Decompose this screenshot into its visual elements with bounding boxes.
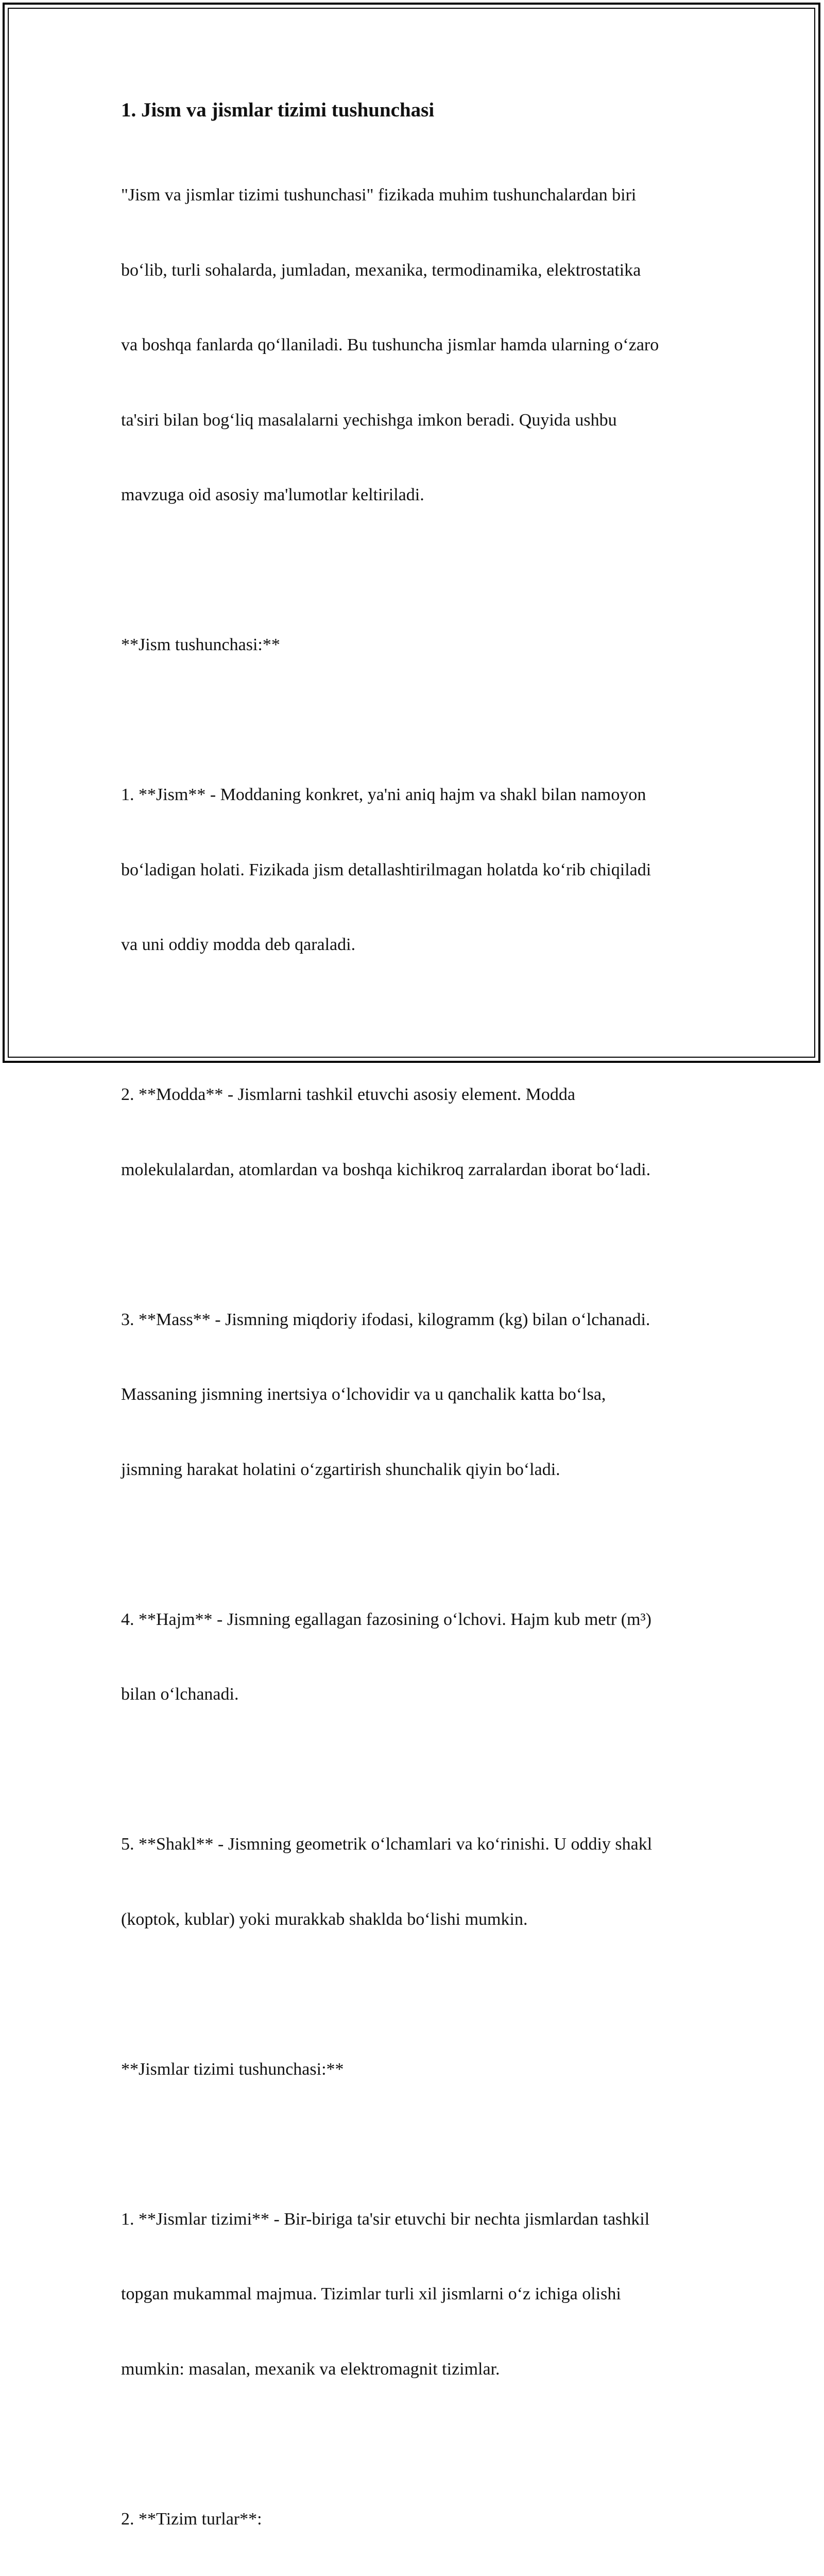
text-line: Massaning jismning inertsiya o‘lchovidir va u qanchalik katta bo‘lsa, (121, 1385, 606, 1404)
text-line: bilan o‘lchanadi. (121, 1685, 239, 1704)
blank-line (121, 708, 708, 733)
text-line: "Jism va jismlar tizimi tushunchasi" fizikada muhim tushunchalardan biri (121, 185, 637, 205)
text-line: topgan mukammal majmua. Tizimlar turli xil jismlarni o‘z ichiga olishi (121, 2284, 621, 2303)
blank-line (121, 1008, 708, 1033)
subheading-jism: **Jism tushunchasi:** (121, 635, 280, 654)
blank-line (121, 1232, 708, 1258)
document-body (121, 98, 708, 2576)
text-line: jismning harakat holatini o‘zgartirish shunchalik qiyin bo‘ladi. (121, 1460, 560, 1479)
text-line: 2. **Tizim turlar**: (121, 2509, 262, 2529)
text-line: ta'siri bilan bog‘liq masalalarni yechishga imkon beradi. Quyida ushbu (121, 410, 617, 430)
text-line: 4. **Hajm** - Jismning egallagan fazosining o‘lchovi. Hajm kub metr (m³) (121, 1609, 651, 1629)
document-text (121, 133, 708, 2576)
text-line: 1. **Jism** - Moddaning konkret, ya'ni aniq hajm va shakl bilan namoyon (121, 785, 646, 804)
text-line: 5. **Shakl** - Jismning geometrik o‘lchamlari va ko‘rinishi. U oddiy shakl (121, 1835, 653, 1854)
subheading-jismlar-tizimi: **Jismlar tizimi tushunchasi:** (121, 2059, 344, 2079)
text-line: bo‘ladigan holati. Fizikada jism detallashtirilmagan holatda ko‘rib chiqiladi (121, 860, 651, 879)
text-line: mumkin: masalan, mexanik va elektromagnit tizimlar. (121, 2359, 500, 2379)
blank-line (121, 558, 708, 583)
blank-line (121, 1532, 708, 1557)
text-line: molekulalardan, atomlardan va boshqa kichikroq zarralardan iborat bo‘ladi. (121, 1160, 651, 1179)
blank-line (121, 2132, 708, 2157)
text-line: 3. **Mass** - Jismning miqdoriy ifodasi, kilogramm (kg) bilan o‘lchanadi. (121, 1310, 650, 1329)
text-line: 2. **Modda** - Jismlarni tashkil etuvchi asosiy element. Modda (121, 1085, 575, 1104)
text-line: (koptok, kublar) yoki murakkab shaklda bo‘lishi mumkin. (121, 1909, 528, 1929)
blank-line (121, 1757, 708, 1783)
blank-line (121, 2432, 708, 2457)
text-line: va boshqa fanlarda qo‘llaniladi. Bu tushuncha jismlar hamda ularning o‘zaro (121, 335, 659, 354)
text-line: mavzuga oid asosiy ma'lumotlar keltiriladi. (121, 485, 424, 504)
text-line: bo‘lib, turli sohalarda, jumladan, mexanika, termodinamika, elektrostatika (121, 260, 641, 280)
section-heading: 1. Jism va jismlar tizimi tushunchasi (121, 99, 435, 121)
blank-line (121, 1982, 708, 2007)
text-line: 1. **Jismlar tizimi** - Bir-biriga ta'sir etuvchi bir nechta jismlardan tashkil (121, 2209, 650, 2229)
text-line: va uni oddiy modda deb qaraladi. (121, 935, 356, 954)
